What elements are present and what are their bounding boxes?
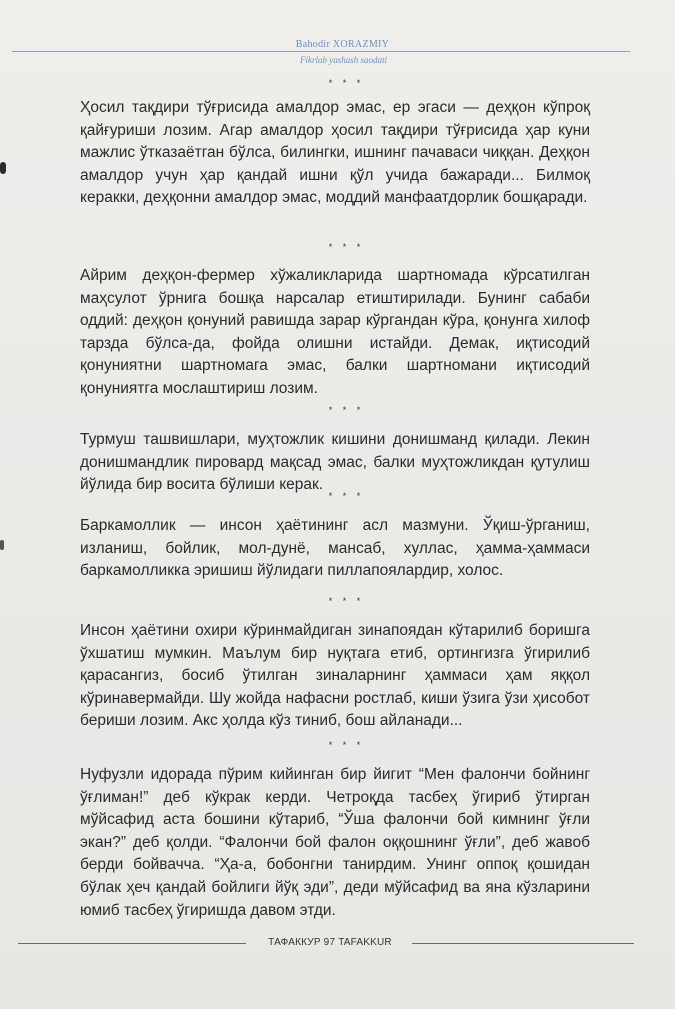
section-separator: * * * bbox=[328, 405, 365, 415]
header-book-title: Fikrlab yashash saodati bbox=[300, 55, 387, 65]
paragraph: Баркамоллик — инсон ҳаётининг асл мазмуни. Ўқиш-ўрганиш, изланиш, бойлик, мол-дунё, мансаб, хуллас, ҳамма-ҳаммаси баркамолликка эришиш йўлидаги пиллапоялардир, холос. bbox=[80, 517, 590, 580]
section-separator: * * * bbox=[328, 491, 365, 501]
footer-rule-left bbox=[18, 943, 246, 944]
binding-hole-mark bbox=[0, 540, 4, 550]
section-separator: * * * bbox=[328, 596, 365, 606]
binding-hole-mark bbox=[0, 162, 6, 174]
header-rule bbox=[12, 51, 630, 52]
header-author: Bahodir XORAZMIY bbox=[295, 39, 390, 50]
paragraph: Турмуш ташвишлари, муҳтожлик кишини донишманд қилади. Лекин донишмандлик пировард мақсад эмас, балки муҳтожликдан қутулиш йўлида бир восита бўлиши керак. bbox=[80, 431, 590, 494]
paragraph: Ҳосил тақдири тўғрисида амалдор эмас, ер эгаси — деҳқон кўпроқ қайғуриши лозим. Агар амалдор ҳосил тақдири тўғрисида ҳар куни мажлис ўтказаётган бўлса, билингки, ишнинг пачаваси чиққан. Деҳқон амалдор учун ҳар қандай ишни қўл учида бажаради... Билмоқ керакки, деҳқонни амалдор эмас, моддий манфаатдорлик бошқаради. bbox=[80, 99, 590, 207]
section-separator: * * * bbox=[328, 78, 365, 88]
paragraph: Нуфузли идорада пўрим кийинган бир йигит “Мен фалончи бойнинг ўғлиман!” деб кўкрак керди. Четроқда тасбеҳ ўгириб ўтирган мўйсафид аста бошини кўтариб, “Ўша фалончи бой кимнинг ўғли экан?” деб қолди. “Фалончи бой фалон оққошнинг ўғли”, деб жавоб берди бойвачча. “Ҳа-а, бобонгни танирдим. Унинг оппоқ қошидан бўлак ҳеч қандай бойлиги йўқ эди”, деди мўйсафид ва яна кўзларини юмиб тасбеҳ ўгиришда давом этди. bbox=[80, 766, 590, 919]
footer-page-label: ТАФАККУР 97 TAFAKKUR bbox=[268, 937, 392, 948]
section-separator: * * * bbox=[328, 740, 365, 750]
footer-rule-right bbox=[412, 943, 634, 944]
section-separator: * * * bbox=[328, 242, 365, 252]
paragraph: Айрим деҳқон-фермер хўжаликларида шартномада кўрсатилган маҳсулот ўрнига бошқа нарсалар етиштирилади. Бунинг сабаби оддий: деҳқон қонуний равишда зарар кўргандан кўра, қонунга хилоф тарзда бўлса-да, фойда олишни истайди. Демак, иқтисодий қонуниятни шартномага эмас, балки шартномани иқтисодий қонуниятга мослаштириш лозим. bbox=[80, 267, 590, 397]
paragraph: Инсон ҳаётини охири кўринмайдиган зинапоядан кўтарилиб боришга ўхшатиш мумкин. Маълум бир нуқтага етиб, ортингизга ўгирилиб қарасангиз, босиб ўтилган зиналарнинг ҳаммаси ҳам яққол кўринавермайди. Шу жойда нафасни ростлаб, киши ўзига ўзи ҳисобот бериши лозим. Акс ҳолда кўз тиниб, бош айланади... bbox=[80, 622, 590, 730]
